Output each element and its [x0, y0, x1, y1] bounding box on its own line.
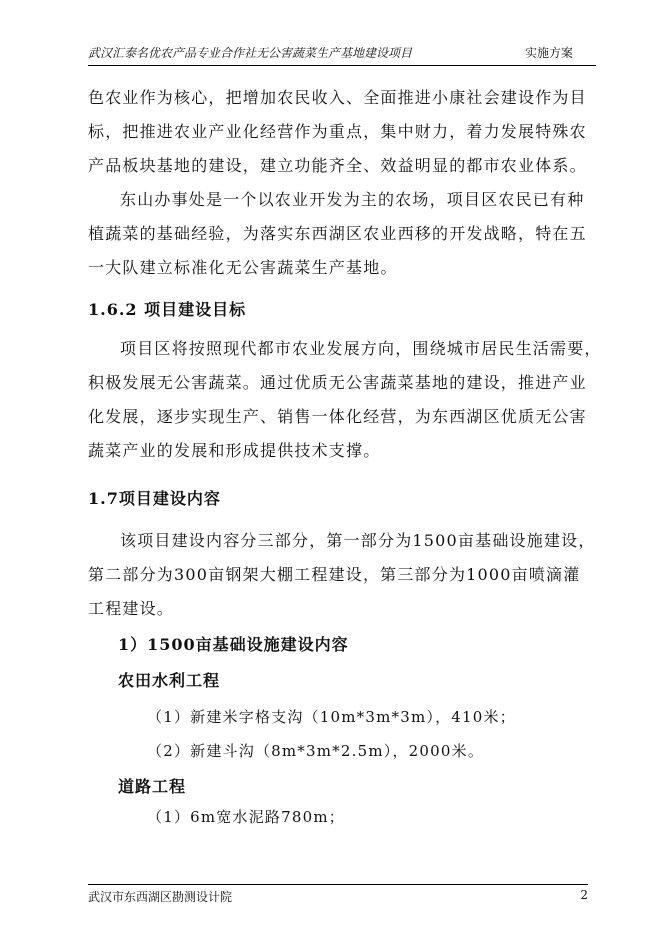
list-item: （2）新建斗沟（8m*3m*2.5m），2000米。: [147, 742, 485, 760]
text-line: 蔬菜产业的发展和形成提供技术支撑。: [88, 441, 381, 460]
text-line: 色农业作为核心，把增加农民收入、全面推进小康社会建设作为目: [88, 88, 587, 107]
paragraph-project-objective: [88, 332, 602, 468]
footer-institute: 武汉市东西湖区勘测设计院: [88, 890, 233, 904]
text-line: 标，把推进农业产业化经营作为重点，集中财力，着力发展特殊农: [88, 122, 587, 141]
text-line: 工程建设。: [88, 599, 175, 618]
header-doc-type: 实施方案: [525, 46, 574, 60]
list-item: （1）新建米字格支沟（10m*3m*3m），410米；: [147, 708, 516, 726]
page-number: 2: [580, 888, 588, 902]
text-line: 产品板块基地的建设，建立功能齐全、效益明显的都市农业体系。: [88, 156, 587, 175]
text-line: 积极发展无公害蔬菜。通过优质无公害蔬菜基地的建设，推进产业: [88, 373, 587, 392]
subheading-road-works: 道路工程: [118, 777, 187, 796]
text-line: 东山办事处是一个以农业开发为主的农场，项目区农民已有种: [120, 190, 585, 209]
header-title: 武汉汇泰名优农产品专业合作社无公害蔬菜生产基地建设项目: [88, 46, 413, 60]
text-line: 该项目建设内容分三部分，第一部分为1500亩基础设施建设，: [120, 531, 596, 550]
subheading-farm-water-conservancy: 农田水利工程: [118, 671, 221, 690]
text-line: 一大队建立标准化无公害蔬菜生产基地。: [88, 258, 398, 277]
paragraph-dongshan-office: [88, 183, 588, 285]
text-line: 植蔬菜的基础经验，为落实东西湖区农业西移的开发战略，特在五: [88, 224, 587, 243]
section-heading-1-7: 1.7项目建设内容: [88, 489, 221, 508]
text-line: 化发展，逐步实现生产、销售一体化经营，为东西湖区优质无公害: [88, 407, 587, 426]
page-footer: [88, 884, 588, 904]
page-header: [88, 40, 596, 66]
list-item: （1）6m宽水泥路780m；: [147, 808, 345, 826]
paragraph-construction-content: [88, 524, 596, 626]
text-line: 项目区将按照现代都市农业发展方向，围绕城市居民生活需要，: [120, 339, 602, 358]
footer-rule: [88, 884, 588, 885]
section-heading-1-6-2: 1.6.2 项目建设目标: [88, 300, 247, 319]
header-rule: [88, 65, 596, 66]
paragraph-agriculture-goal: [88, 81, 588, 183]
text-line: 第二部分为300亩钢架大棚工程建设，第三部分为1000亩喷滴灌: [88, 565, 581, 584]
subheading-1500-mu-infrastructure: 1）1500亩基础设施建设内容: [118, 635, 349, 654]
